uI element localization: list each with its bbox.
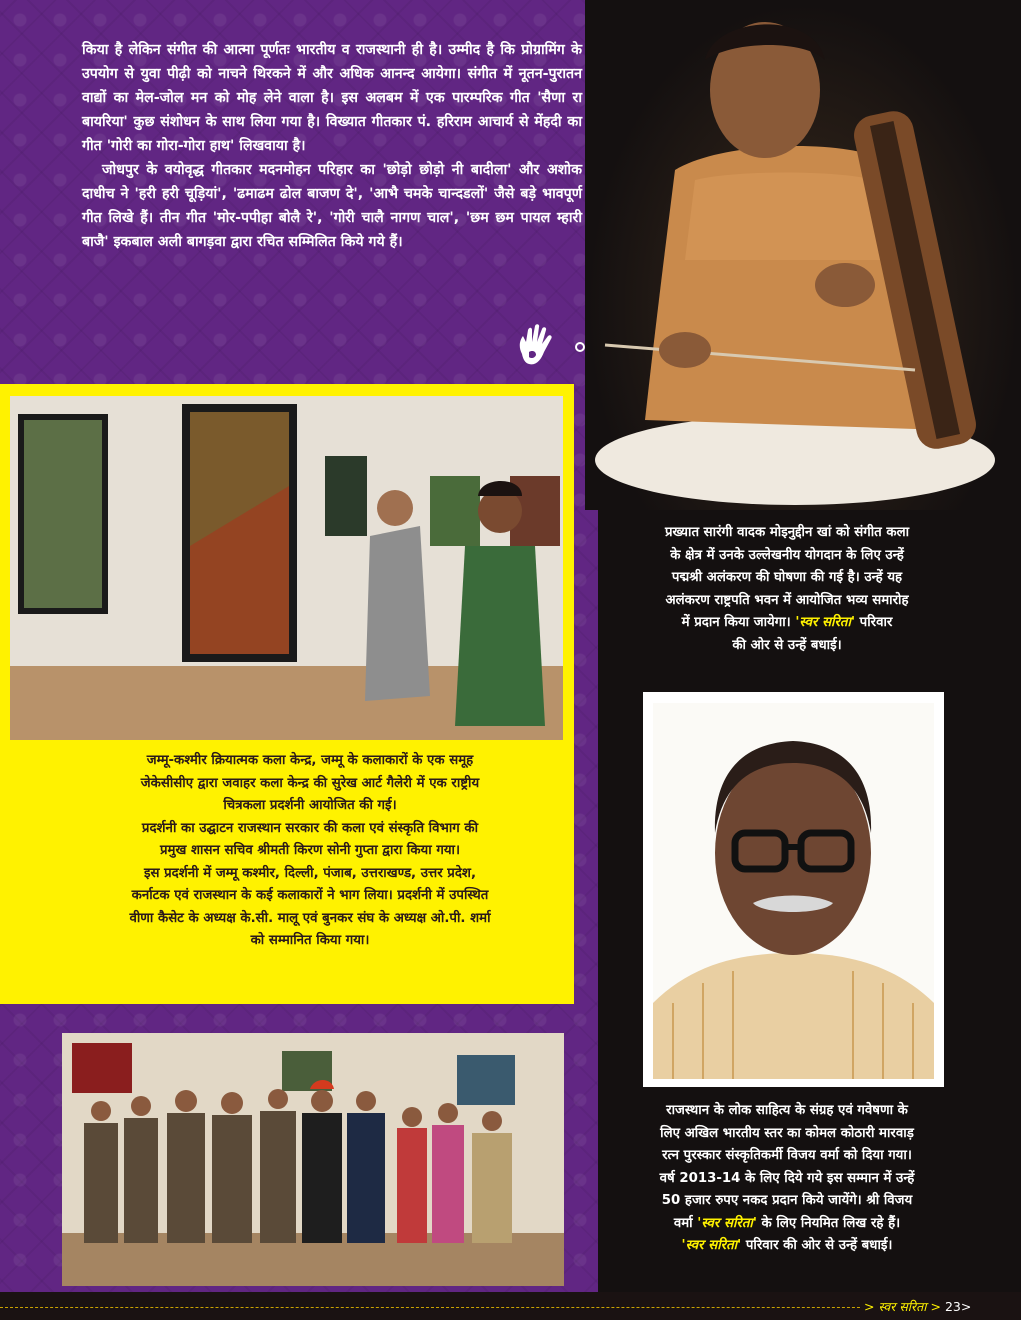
intro-article-text: [82, 38, 582, 254]
caption-line: [612, 1235, 962, 1258]
caption-line: [612, 612, 962, 635]
caption-line: प्रख्यात सारंगी वादक मोइनुद्दीन खां को संगीत कला: [664, 525, 910, 540]
caption-line: कर्नाटक एवं राजस्थान के कई कलाकारों ने भाग लिया। प्रदर्शनी में उपस्थित: [131, 888, 489, 903]
intro-paragraph-2: जोधपुर के वयोवृद्ध गीतकार मदनमोहन परिहार का 'छोड़ो छोड़ो नी बादीला' और अशोक दाधीच ने 'हरी हरी चूड़ियां', 'ढमाढम ढोल बाजण दे', 'आभै चमके चान्दडलों' जैसे बड़े भावपूर्ण गीत लिखे हैं। तीन गीत 'मोर-पपीहा बोलै रे', 'गोरी चालै नागण चाल', 'छम छम पायल म्हारी बाजै' इकबाल अली बागड़वा द्वारा रचित सम्मिलित किये गये हैं।: [82, 162, 582, 250]
portrait-illustration: [653, 703, 934, 1079]
magazine-name-highlight: 'स्वर सरिता': [795, 615, 856, 630]
caption-line: की ओर से उन्हें बधाई।: [732, 637, 842, 653]
caption-text: परिवार की ओर से उन्हें बधाई।: [741, 1238, 893, 1253]
caption-line: राजस्थान के लोक साहित्य के संग्रह एवं गवेषणा के: [666, 1103, 908, 1118]
page-number: 23>: [944, 1299, 972, 1314]
caption-line: वीणा कैसेट के अध्यक्ष के.सी. मालू एवं बुनकर संघ के अध्यक्ष ओ.पी. शर्मा: [129, 910, 491, 926]
caption-line: इस प्रदर्शनी में जम्मू कश्मीर, दिल्ली, पंजाब, उत्तराखण्ड, उत्तर प्रदेश,: [143, 865, 477, 881]
page-folio: [860, 1298, 975, 1315]
caption-line: को सम्मानित किया गया।: [250, 933, 370, 948]
exhibition-gallery-photo: [10, 396, 563, 740]
folio-magazine-name: > स्वर सरिता >: [864, 1299, 941, 1314]
sarangi-player-illustration: [585, 0, 1021, 510]
group-photo-illustration: [62, 1033, 564, 1286]
caption-text: परिवार: [855, 615, 893, 630]
caption-line: रत्न पुरस्कार संस्कृतिकर्मी विजय वर्मा को दिया गया।: [662, 1148, 912, 1163]
caption-line: [612, 1213, 962, 1236]
caption-text: वर्मा: [673, 1215, 698, 1231]
caption-line: चित्रकला प्रदर्शनी आयोजित की गई।: [223, 798, 397, 813]
caption-line: के क्षेत्र में उनके उल्लेखनीय योगदान के लिए उन्हें: [670, 547, 904, 563]
exhibition-group-photo: [62, 1033, 564, 1286]
magazine-name-highlight: 'स्वर सरिता': [697, 1215, 757, 1231]
hand-print-icon: [514, 324, 558, 370]
caption-line: लिए अखिल भारतीय स्तर का कोमल कोठारी मारवाड़: [660, 1125, 914, 1141]
caption-line: 50 हजार रुपए नकद प्रदान किये जायेंगे। श्री विजय: [661, 1193, 913, 1208]
writer-caption: [612, 1100, 962, 1258]
caption-line: प्रदर्शनी का उद्घाटन राजस्थान सरकार की कला एवं संस्कृति विभाग की: [141, 820, 479, 836]
sarangi-player-photo: [585, 0, 1021, 510]
caption-line: जम्मू-कश्मीर क्रियात्मक कला केन्द्र, जम्मू के कलाकारों के एक समूह: [146, 753, 474, 768]
folio-dashed-line: [0, 1307, 880, 1309]
intro-paragraph-1: किया है लेकिन संगीत की आत्मा पूर्णतः भारतीय व राजस्थानी ही है। उम्मीद है कि प्रोग्रामिंग के उपयोग से युवा पीढ़ी को नाचने थिरकने में और अधिक आनन्द आयेगा। संगीत में नूतन-पुरातन वाद्यों का मेल-जोल मन को मोह लेने वाला है। इस अलबम में एक पारम्परिक गीत 'सैणा रा बायरिया' कुछ संशोधन के साथ लिया गया है। विख्यात गीतकार पं. हरिराम आचार्य से मेंहदी का गीत 'गोरी का गोरा-गोरा हाथ' लिखवाया है।: [82, 42, 582, 154]
caption-text: में प्रदान किया जायेगा।: [681, 615, 791, 630]
gallery-visitors-illustration: [10, 396, 563, 740]
caption-line: प्रमुख शासन सचिव श्रीमती किरण सोनी गुप्ता द्वारा किया गया।: [159, 843, 461, 858]
caption-line: अलंकरण राष्ट्रपति भवन में आयोजित भव्य समारोह: [665, 592, 909, 608]
decorative-dot: [575, 342, 585, 352]
magazine-name-highlight: 'स्वर सरिता': [681, 1238, 742, 1253]
vijay-verma-portrait: [653, 703, 934, 1079]
caption-line: पद्मश्री अलंकरण की घोषणा की गई है। उन्हें यह: [671, 570, 903, 585]
caption-text: के लिए नियमित लिख रहे हैं।: [756, 1215, 901, 1231]
caption-line: जेकेसीसीए द्वारा जवाहर कला केन्द्र की सुरेख आर्ट गैलेरी में एक राष्ट्रीय: [140, 775, 480, 791]
exhibition-caption: [70, 750, 550, 953]
musician-caption: [612, 522, 962, 657]
caption-line: वर्ष 2013-14 के लिए दिये गये इस सम्मान में उन्हें: [659, 1170, 915, 1186]
